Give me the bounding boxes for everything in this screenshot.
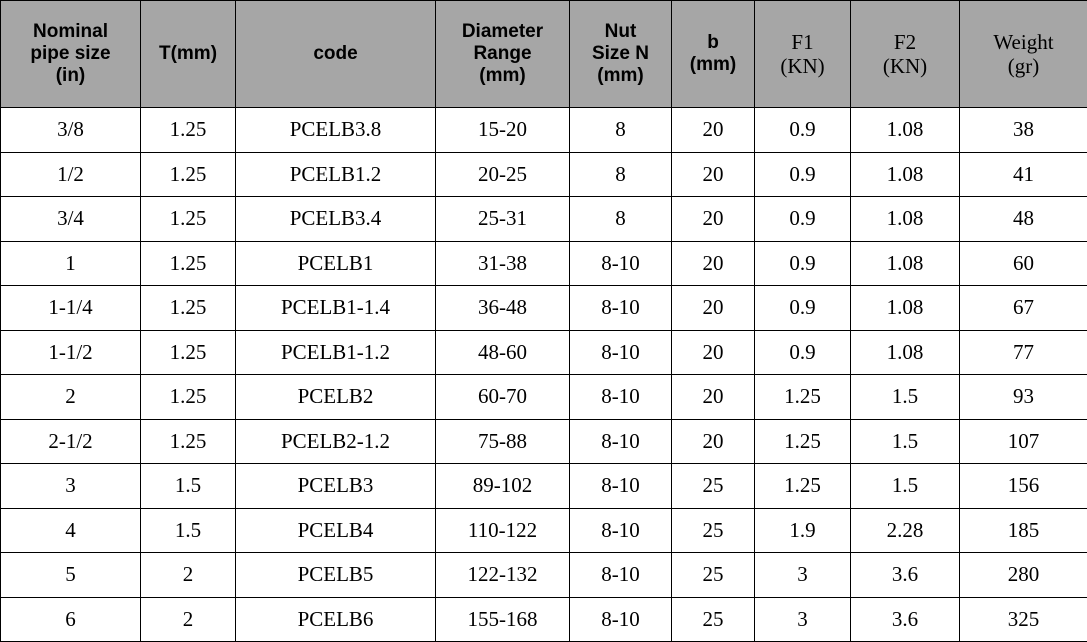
column-header-line: (mm) <box>570 65 671 87</box>
table-cell: 25 <box>672 464 755 509</box>
table-cell: 20 <box>672 375 755 420</box>
column-header-line: (mm) <box>436 65 569 87</box>
table-cell: 2.28 <box>851 508 960 553</box>
table-cell: 1.25 <box>141 375 236 420</box>
column-header-6 <box>755 1 851 108</box>
table-cell: PCELB2 <box>236 375 436 420</box>
column-header-line: code <box>236 43 435 65</box>
table-row <box>1 508 1087 553</box>
table-cell: 8-10 <box>570 597 672 642</box>
table-cell: 2 <box>141 553 236 598</box>
column-header-line: (gr) <box>960 54 1087 78</box>
table-cell: 31-38 <box>436 241 570 286</box>
table-cell: 1.25 <box>755 464 851 509</box>
table-cell: PCELB1.2 <box>236 152 436 197</box>
table-cell: 1-1/4 <box>1 286 141 331</box>
table-cell: PCELB2-1.2 <box>236 419 436 464</box>
table-cell: 8-10 <box>570 375 672 420</box>
table-cell: 8 <box>570 197 672 242</box>
table-cell: 60-70 <box>436 375 570 420</box>
table-cell: 1.25 <box>141 108 236 153</box>
table-cell: 0.9 <box>755 108 851 153</box>
table-cell: 8-10 <box>570 241 672 286</box>
table-cell: 1.5 <box>851 419 960 464</box>
table-cell: 280 <box>960 553 1087 598</box>
column-header-4 <box>570 1 672 108</box>
column-header-line: Diameter <box>436 21 569 43</box>
table-row <box>1 330 1087 375</box>
table-row <box>1 108 1087 153</box>
column-header-line: Range <box>436 43 569 65</box>
table-cell: 2 <box>141 597 236 642</box>
table-cell: 75-88 <box>436 419 570 464</box>
column-header-line: Nut <box>570 21 671 43</box>
table-cell: 1.25 <box>141 330 236 375</box>
table-cell: 25 <box>672 597 755 642</box>
table-cell: 1.25 <box>141 241 236 286</box>
table-cell: 185 <box>960 508 1087 553</box>
table-cell: 20 <box>672 330 755 375</box>
column-header-3 <box>436 1 570 108</box>
table-cell: 3.6 <box>851 597 960 642</box>
table-cell: 25-31 <box>436 197 570 242</box>
column-header-line: (mm) <box>672 54 754 76</box>
column-header-0 <box>1 1 141 108</box>
column-header-line: Size N <box>570 43 671 65</box>
table-cell: 89-102 <box>436 464 570 509</box>
table-cell: 1/2 <box>1 152 141 197</box>
table-cell: 107 <box>960 419 1087 464</box>
table-cell: 0.9 <box>755 241 851 286</box>
column-header-8 <box>960 1 1087 108</box>
table-row <box>1 152 1087 197</box>
table-cell: 1.08 <box>851 197 960 242</box>
table-cell: 48 <box>960 197 1087 242</box>
table-cell: 8 <box>570 108 672 153</box>
table-cell: PCELB4 <box>236 508 436 553</box>
table-cell: 8-10 <box>570 553 672 598</box>
table-cell: 20 <box>672 419 755 464</box>
table-cell: 1.08 <box>851 286 960 331</box>
table-cell: 41 <box>960 152 1087 197</box>
table-cell: 60 <box>960 241 1087 286</box>
table-row <box>1 419 1087 464</box>
table-cell: PCELB1-1.4 <box>236 286 436 331</box>
table-cell: 0.9 <box>755 330 851 375</box>
table-cell: 1.25 <box>141 286 236 331</box>
table-header <box>1 1 1087 108</box>
table-cell: 8-10 <box>570 419 672 464</box>
table-cell: 8-10 <box>570 508 672 553</box>
table-cell: 1.5 <box>141 508 236 553</box>
table-cell: 48-60 <box>436 330 570 375</box>
table-row <box>1 464 1087 509</box>
table-cell: 3.6 <box>851 553 960 598</box>
table-cell: PCELB3.4 <box>236 197 436 242</box>
table-cell: 20 <box>672 241 755 286</box>
table-cell: PCELB6 <box>236 597 436 642</box>
table-cell: 8-10 <box>570 330 672 375</box>
table-cell: 1.08 <box>851 152 960 197</box>
column-header-line: Weight <box>960 30 1087 54</box>
column-header-1 <box>141 1 236 108</box>
table-cell: 15-20 <box>436 108 570 153</box>
table-cell: 1.25 <box>141 197 236 242</box>
table-cell: 3 <box>755 553 851 598</box>
table-cell: 8 <box>570 152 672 197</box>
table-cell: 1-1/2 <box>1 330 141 375</box>
table-cell: 1.25 <box>755 375 851 420</box>
table-row <box>1 553 1087 598</box>
table-cell: 110-122 <box>436 508 570 553</box>
table-cell: 5 <box>1 553 141 598</box>
table-cell: 0.9 <box>755 197 851 242</box>
table-cell: 8-10 <box>570 286 672 331</box>
column-header-line: (KN) <box>755 54 850 78</box>
table-cell: 20 <box>672 108 755 153</box>
table-cell: 93 <box>960 375 1087 420</box>
table-cell: 8-10 <box>570 464 672 509</box>
table-cell: 6 <box>1 597 141 642</box>
table-cell: 0.9 <box>755 286 851 331</box>
table-cell: 2-1/2 <box>1 419 141 464</box>
table-cell: 0.9 <box>755 152 851 197</box>
column-header-line: (in) <box>1 65 140 87</box>
table-row <box>1 375 1087 420</box>
table-cell: 3/4 <box>1 197 141 242</box>
table-cell: 155-168 <box>436 597 570 642</box>
table-cell: 122-132 <box>436 553 570 598</box>
table-cell: 3 <box>755 597 851 642</box>
table-cell: 20 <box>672 286 755 331</box>
table-cell: PCELB3 <box>236 464 436 509</box>
table-row <box>1 241 1087 286</box>
table-cell: 1.25 <box>141 152 236 197</box>
table-cell: PCELB1-1.2 <box>236 330 436 375</box>
table-cell: 1.25 <box>141 419 236 464</box>
table-cell: 3 <box>1 464 141 509</box>
table-cell: 1.5 <box>851 464 960 509</box>
column-header-line: pipe size <box>1 43 140 65</box>
table-cell: 1.5 <box>141 464 236 509</box>
table-cell: 1.08 <box>851 108 960 153</box>
column-header-line: (KN) <box>851 54 959 78</box>
table-header-row <box>1 1 1087 108</box>
table-row <box>1 286 1087 331</box>
table-cell: PCELB5 <box>236 553 436 598</box>
column-header-line: F2 <box>851 30 959 54</box>
table-row <box>1 597 1087 642</box>
column-header-7 <box>851 1 960 108</box>
table-cell: 156 <box>960 464 1087 509</box>
column-header-2 <box>236 1 436 108</box>
table-cell: 4 <box>1 508 141 553</box>
table-cell: 1.25 <box>755 419 851 464</box>
column-header-line: F1 <box>755 30 850 54</box>
table-cell: 1.08 <box>851 330 960 375</box>
table-cell: 1 <box>1 241 141 286</box>
table-cell: 1.5 <box>851 375 960 420</box>
table-cell: PCELB1 <box>236 241 436 286</box>
table-cell: 36-48 <box>436 286 570 331</box>
table-cell: 25 <box>672 508 755 553</box>
table-row <box>1 197 1087 242</box>
table-cell: 38 <box>960 108 1087 153</box>
table-cell: 3/8 <box>1 108 141 153</box>
table-cell: PCELB3.8 <box>236 108 436 153</box>
table-cell: 77 <box>960 330 1087 375</box>
column-header-line: b <box>672 32 754 54</box>
table-cell: 1.08 <box>851 241 960 286</box>
table-cell: 67 <box>960 286 1087 331</box>
table-cell: 25 <box>672 553 755 598</box>
table-cell: 20 <box>672 152 755 197</box>
table-cell: 20 <box>672 197 755 242</box>
table-cell: 20-25 <box>436 152 570 197</box>
column-header-line: Nominal <box>1 21 140 43</box>
table-cell: 2 <box>1 375 141 420</box>
column-header-5 <box>672 1 755 108</box>
column-header-line: T(mm) <box>141 43 235 65</box>
table-cell: 325 <box>960 597 1087 642</box>
table-cell: 1.9 <box>755 508 851 553</box>
table-body <box>1 108 1087 642</box>
